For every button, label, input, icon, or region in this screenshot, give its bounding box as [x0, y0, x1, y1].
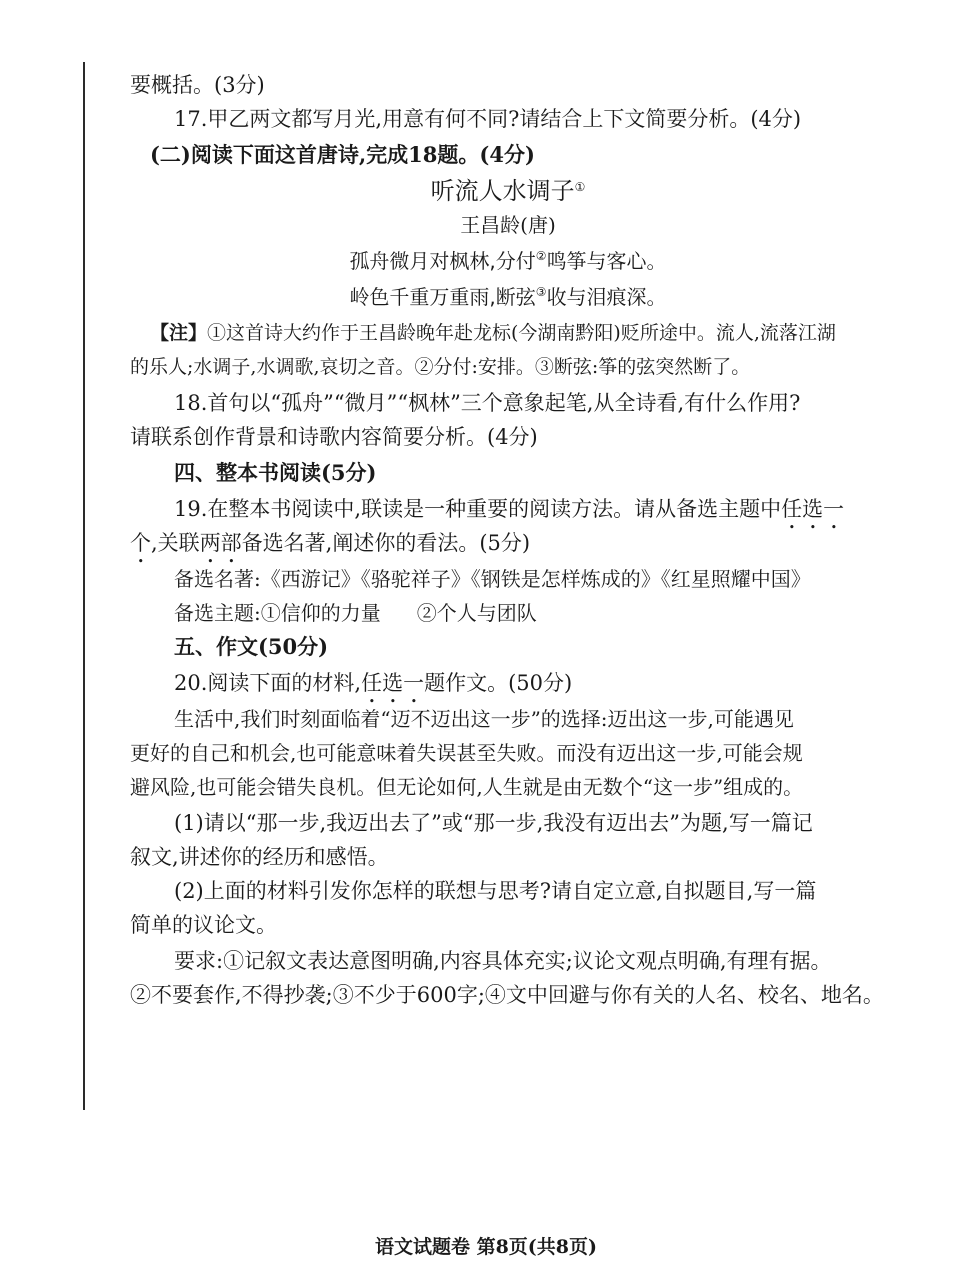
page-footer: 语文试题卷 第8页(共8页) — [374, 1236, 598, 1258]
question-18: 18.首句以“孤舟”“微月”“枫林”三个意象起笔,从全诗看,有什么作用? — [174, 391, 801, 415]
poem-line-2: 岭色千重万重雨,断弦③收与泪痕深。 — [349, 285, 667, 309]
question-17: 17.甲乙两文都写月光,用意有何不同?请结合上下文简要分析。(4分) — [174, 107, 802, 131]
poem-note-2: 的乐人;水调子,水调歌,哀切之音。②分付:安排。③断弦:筝的弦突然断了。 — [130, 356, 751, 378]
prompt-1: (1)请以“那一步,我迈出去了”或“那一步,我没有迈出去”为题,写一篇记 — [174, 811, 813, 835]
poem-title: 听流人水调子① — [430, 177, 586, 205]
material-line-3: 避风险,也可能会错失良机。但无论如何,人生就是由无数个“这一步”组成的。 — [130, 775, 804, 799]
section-heading-4: 四、整本书阅读(5分) — [174, 460, 377, 485]
poem-author: 王昌龄(唐) — [460, 213, 556, 237]
question-18-cont: 请联系创作背景和诗歌内容简要分析。(4分) — [130, 425, 538, 449]
question-19-cont: 个,关联两部备选名著,阐述你的看法。(5分) — [130, 531, 531, 555]
section-heading-poem: (二)阅读下面这首唐诗,完成18题。(4分) — [150, 142, 535, 167]
material-line-2: 更好的自己和机会,也可能意味着失误甚至失败。而没有迈出这一步,可能会规 — [130, 741, 803, 765]
prompt-1-cont: 叙文,讲述你的经历和感悟。 — [130, 845, 389, 869]
candidate-topics: 备选主题:①信仰的力量 ②个人与团队 — [174, 601, 537, 625]
binding-margin-line — [83, 62, 85, 1110]
question-19: 19.在整本书阅读中,联读是一种重要的阅读方法。请从备选主题中任选一 — [174, 497, 845, 521]
requirements-2: ②不要套作,不得抄袭;③不少于600字;④文中回避与你有关的人名、校名、地名。 — [130, 983, 884, 1007]
poem-line-1: 孤舟微月对枫林,分付②鸣筝与客心。 — [349, 249, 667, 273]
section-heading-5: 五、作文(50分) — [174, 634, 329, 659]
question-20: 20.阅读下面的材料,任选一题作文。(50分) — [174, 671, 573, 695]
candidate-books: 备选名著:《西游记》《骆驼祥子》《钢铁是怎样炼成的》《红星照耀中国》 — [174, 567, 811, 591]
poem-note-1: 【注】①这首诗大约作于王昌龄晚年赴龙标(今湖南黔阳)贬所途中。流人,流落江湖 — [150, 322, 836, 344]
prompt-2-cont: 简单的议论文。 — [130, 913, 277, 937]
material-line-1: 生活中,我们时刻面临着“迈不迈出这一步”的选择:迈出这一步,可能遇见 — [174, 707, 794, 731]
text-line: 要概括。(3分) — [130, 73, 265, 97]
requirements-1: 要求:①记叙文表达意图明确,内容具体充实;议论文观点明确,有理有据。 — [174, 949, 832, 973]
prompt-2: (2)上面的材料引发你怎样的联想与思考?请自定立意,自拟题目,写一篇 — [174, 879, 817, 903]
